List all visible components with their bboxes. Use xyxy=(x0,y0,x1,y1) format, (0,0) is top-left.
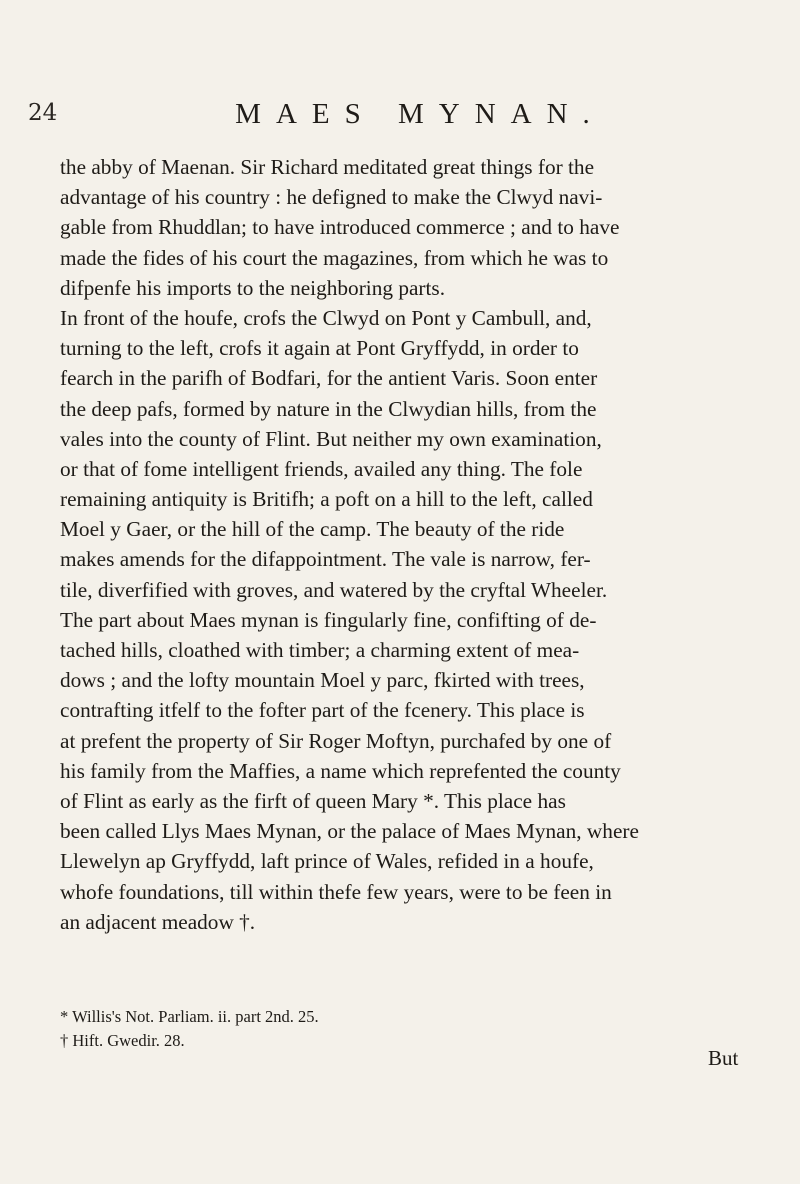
text-line: the deep pafs, formed by nature in the Clwydian hills, from the xyxy=(60,396,597,421)
text-line: dows ; and the lofty mountain Moel y parc, fkirted with trees, xyxy=(60,668,585,693)
text-line: of Flint as early as the firft of queen Mary *. This place has xyxy=(60,788,566,813)
text-line: advantage of his country : he defigned to make the Clwyd navi- xyxy=(60,185,603,210)
text-line: In front of the houfe, crofs the Clwyd on Pont y Cambull, and, xyxy=(60,305,592,330)
text-line: difpenfe his imports to the neighboring parts. xyxy=(60,275,446,300)
text-line: been called Llys Maes Mynan, or the palace of Maes Mynan, where xyxy=(60,819,639,844)
text-line: fearch in the parifh of Bodfari, for the antient Varis. Soon enter xyxy=(60,366,598,391)
text-line: Llewelyn ap Gryffydd, laft prince of Wales, refided in a houfe, xyxy=(60,849,594,874)
running-head: MAES MYNAN. xyxy=(235,98,605,130)
footnote: † Hift. Gwedir. 28. xyxy=(60,1031,185,1050)
text-line: the abby of Maenan. Sir Richard meditated great things for the xyxy=(60,155,595,179)
text-line: vales into the county of Flint. But neither my own examination, xyxy=(60,426,602,451)
text-line: made the fides of his court the magazines, from which he was to xyxy=(60,245,609,270)
catchword: But xyxy=(708,1046,739,1070)
text-line: his family from the Maffies, a name which reprefented the county xyxy=(60,758,621,783)
text-line: remaining antiquity is Britifh; a poft on a hill to the left, called xyxy=(60,487,593,512)
footnotes xyxy=(60,1005,620,1053)
text-line: tile, diverfified with groves, and watered by the cryftal Wheeler. xyxy=(60,577,608,602)
text-line: gable from Rhuddlan; to have introduced commerce ; and to have xyxy=(60,215,620,240)
text-line: contrafting itfelf to the fofter part of the fcenery. This place is xyxy=(60,698,585,723)
text-line: makes amends for the difappointment. The vale is narrow, fer- xyxy=(60,547,591,572)
text-line: at prefent the property of Sir Roger Moftyn, purchafed by one of xyxy=(60,728,612,753)
text-line: The part about Maes mynan is fingularly fine, confifting of de- xyxy=(60,607,597,632)
body-text xyxy=(60,152,800,937)
text-line: tached hills, cloathed with timber; a charming extent of mea- xyxy=(60,638,580,662)
footnote: * Willis's Not. Parliam. ii. part 2nd. 25. xyxy=(60,1007,319,1026)
text-line: whofe foundations, till within thefe few years, were to be feen in xyxy=(60,879,612,904)
text-line: an adjacent meadow †. xyxy=(60,909,256,934)
text-line: or that of fome intelligent friends, availed any thing. The fole xyxy=(60,456,583,481)
text-line: Moel y Gaer, or the hill of the camp. The beauty of the ride xyxy=(60,517,565,542)
page-number: 24 xyxy=(28,100,58,126)
text-line: turning to the left, crofs it again at Pont Gryffydd, in order to xyxy=(60,336,579,361)
